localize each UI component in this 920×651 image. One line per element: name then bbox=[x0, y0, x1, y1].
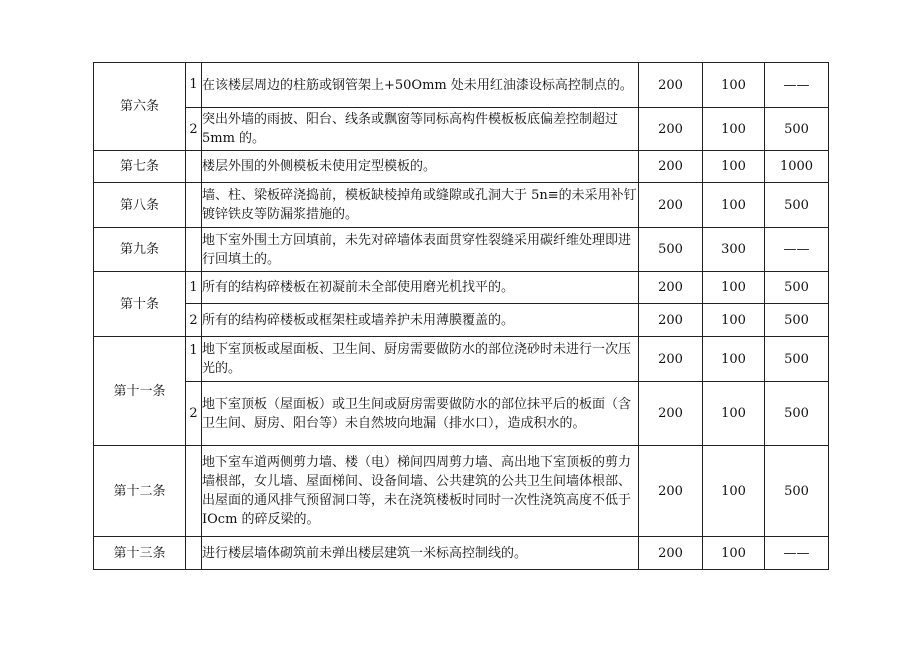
article-label: 第九条 bbox=[94, 228, 186, 272]
sub-item-number: 2 bbox=[186, 304, 202, 337]
penalty-value-3: 500 bbox=[765, 183, 829, 228]
penalty-value-1: 200 bbox=[639, 151, 703, 183]
penalty-value-3: —— bbox=[765, 537, 829, 570]
penalty-value-2: 300 bbox=[703, 228, 765, 272]
penalty-value-3: 500 bbox=[765, 304, 829, 337]
penalty-value-1: 200 bbox=[639, 537, 703, 570]
penalty-value-2: 100 bbox=[703, 337, 765, 382]
rule-text: 所有的结构碎楼板或框架柱或墙养护未用薄膜覆盖的。 bbox=[202, 304, 639, 337]
rule-text: 所有的结构碎楼板在初凝前未全部使用磨光机找平的。 bbox=[202, 272, 639, 304]
table-row bbox=[94, 304, 829, 337]
sub-item-number: 1 bbox=[186, 63, 202, 108]
penalty-value-3: 1000 bbox=[765, 151, 829, 183]
table-row bbox=[94, 108, 829, 151]
regulation-table bbox=[93, 62, 829, 570]
table-row bbox=[94, 151, 829, 183]
penalty-value-1: 200 bbox=[639, 272, 703, 304]
sub-item-number: 1 bbox=[186, 272, 202, 304]
penalty-value-3: 500 bbox=[765, 382, 829, 446]
sub-item-number bbox=[186, 183, 202, 228]
article-label: 第十一条 bbox=[94, 337, 186, 446]
penalty-value-1: 200 bbox=[639, 382, 703, 446]
penalty-value-1: 500 bbox=[639, 228, 703, 272]
article-label: 第八条 bbox=[94, 183, 186, 228]
table-row bbox=[94, 382, 829, 446]
penalty-value-2: 100 bbox=[703, 446, 765, 537]
penalty-value-2: 100 bbox=[703, 183, 765, 228]
article-label: 第十条 bbox=[94, 272, 186, 337]
table-row bbox=[94, 228, 829, 272]
penalty-value-3: 500 bbox=[765, 446, 829, 537]
table-row bbox=[94, 446, 829, 537]
sub-item-number bbox=[186, 446, 202, 537]
sub-item-number bbox=[186, 537, 202, 570]
penalty-value-1: 200 bbox=[639, 63, 703, 108]
sub-item-number: 2 bbox=[186, 382, 202, 446]
table-row bbox=[94, 537, 829, 570]
penalty-value-2: 100 bbox=[703, 304, 765, 337]
penalty-value-2: 100 bbox=[703, 108, 765, 151]
sub-item-number bbox=[186, 228, 202, 272]
penalty-value-2: 100 bbox=[703, 63, 765, 108]
article-label: 第七条 bbox=[94, 151, 186, 183]
rule-text: 地下室顶板（屋面板）或卫生间或厨房需要做防水的部位抹平后的板面（含卫生间、厨房、阳台等）未自然坡向地漏（排水口），造成积水的。 bbox=[202, 382, 639, 446]
article-label: 第六条 bbox=[94, 63, 186, 151]
penalty-value-1: 200 bbox=[639, 337, 703, 382]
rule-text: 墙、柱、梁板碎浇捣前，模板缺棱掉角或缝隙或孔洞大于 5n≡的未采用补钉镀锌铁皮等防漏浆措施的。 bbox=[202, 183, 639, 228]
penalty-value-1: 200 bbox=[639, 304, 703, 337]
penalty-value-1: 200 bbox=[639, 183, 703, 228]
penalty-value-3: —— bbox=[765, 63, 829, 108]
rule-text: 在该楼层周边的柱筋或钢管架上+50Omm 处未用红油漆设标高控制点的。 bbox=[202, 63, 639, 108]
rule-text: 地下室外围土方回填前，未先对碎墙体表面贯穿性裂缝采用碳纤维处理即进行回填土的。 bbox=[202, 228, 639, 272]
table-row bbox=[94, 272, 829, 304]
penalty-value-1: 200 bbox=[639, 108, 703, 151]
rule-text: 突出外墙的雨披、阳台、线条或飘窗等同标高构件模板板底偏差控制超过 5mm 的。 bbox=[202, 108, 639, 151]
penalty-value-1: 200 bbox=[639, 446, 703, 537]
table-row bbox=[94, 183, 829, 228]
article-label: 第十二条 bbox=[94, 446, 186, 537]
rule-text: 地下室车道两侧剪力墙、楼（电）梯间四周剪力墙、高出地下室顶板的剪力墙根部，女儿墙、屋面梯间、设备间墙、公共建筑的公共卫生间墙体根部、出屋面的通风排气预留洞口等，未在浇筑楼板时同时一次性浇筑高度不低于 IOcm 的碎反梁的。 bbox=[202, 446, 639, 537]
sub-item-number: 2 bbox=[186, 108, 202, 151]
article-label: 第十三条 bbox=[94, 537, 186, 570]
penalty-value-2: 100 bbox=[703, 537, 765, 570]
penalty-value-2: 100 bbox=[703, 382, 765, 446]
rule-text: 楼层外围的外侧模板未使用定型模板的。 bbox=[202, 151, 639, 183]
penalty-value-2: 100 bbox=[703, 151, 765, 183]
rule-text: 地下室顶板或屋面板、卫生间、厨房需要做防水的部位浇砂时未进行一次压光的。 bbox=[202, 337, 639, 382]
sub-item-number: 1 bbox=[186, 337, 202, 382]
penalty-value-3: 500 bbox=[765, 108, 829, 151]
penalty-value-3: —— bbox=[765, 228, 829, 272]
penalty-value-3: 500 bbox=[765, 337, 829, 382]
sub-item-number bbox=[186, 151, 202, 183]
rule-text: 进行楼层墙体砌筑前未弹出楼层建筑一米标高控制线的。 bbox=[202, 537, 639, 570]
table-row bbox=[94, 337, 829, 382]
table-row bbox=[94, 63, 829, 108]
penalty-value-2: 100 bbox=[703, 272, 765, 304]
penalty-value-3: 500 bbox=[765, 272, 829, 304]
